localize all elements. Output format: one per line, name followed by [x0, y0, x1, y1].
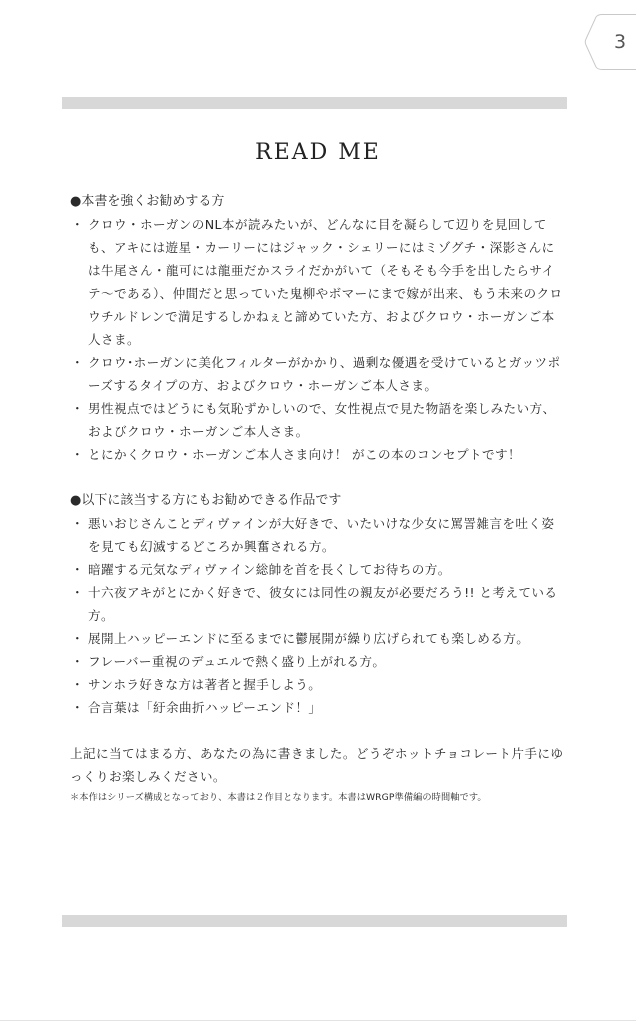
section2-heading: ●以下に該当する方にもお勧めできる作品です [70, 493, 342, 508]
page-edge-line [0, 1020, 636, 1021]
list-item: ・ とにかくクロウ・ホーガンご本人さま向け！ がこの本のコンセプトです！ [71, 447, 521, 462]
list-item: ・ 男性視点ではどうにも気恥ずかしいので、女性視点で見た物語を楽しみたい方、およびクロウ・ホーガンご本人さま。 [71, 401, 556, 439]
list-item: ・ フレーバー重視のデュエルで熱く盛り上がれる方。 [71, 654, 386, 669]
page-number-tab [584, 14, 636, 70]
list-item: ・ 合言葉は「紆余曲折ハッピーエンド！」 [71, 700, 322, 715]
readme-content [70, 190, 564, 806]
section1-heading: ●本書を強くお勧めする方 [70, 194, 225, 209]
list-item: ・ 展開上ハッピーエンドに至るまでに鬱展開が繰り広げられても楽しめる方。 [71, 631, 530, 646]
list-item: ・ 十六夜アキがとにかく好きで、彼女には同性の親友が必要だろう!! と考えている方。 [71, 585, 558, 623]
list-item: ・ 悪いおじさんことディヴァインが大好きで、いたいけな少女に罵詈雑言を吐く姿を見ても幻滅するどころか興奮される方。 [71, 516, 555, 554]
list-item: ・ 暗躍する元気なディヴァイン総帥を首を長くしてお待ちの方。 [71, 562, 451, 577]
list-item: ・ サンホラ好きな方は著者と握手しよう。 [71, 677, 322, 692]
section2-list [70, 512, 564, 719]
list-item: ・ クロウ・ホーガンのNL本が読みたいが、どんなに目を凝らして辺りを見回しても、アキには遊星・カーリーにはジャック・シェリーにはミゾグチ・深影さんには牛尾さん・龍可には龍亜だかスライだかがいて（そもそも今手を出したらサイテ～である）、仲間だと思っていた鬼柳やボマーにまで嫁が出来、もう未来のクロウチルドレンで満足するしかねぇと諦めていた方、およびクロウ・ホーガンご本人さま。 [71, 217, 563, 347]
series-note: ＊本作はシリーズ構成となっており、本書は２作目となります。本書はWRGP準備編の時間軸です。 [70, 792, 487, 803]
bottom-divider [62, 915, 567, 927]
section1-list [70, 213, 564, 466]
top-divider [62, 97, 567, 109]
closing-message: 上記に当てはまる方、あなたの為に書きました。どうぞホットチョコレート片手にゆっくりお楽しみください。 [70, 746, 564, 784]
page-number: 3 [613, 31, 627, 53]
page-title: READ ME [255, 140, 381, 165]
list-item: ・ クロウ･ホーガンに美化フィルターがかかり、過剰な優遇を受けているとガッツポーズするタイプの方、およびクロウ・ホーガンご本人さま。 [71, 355, 561, 393]
